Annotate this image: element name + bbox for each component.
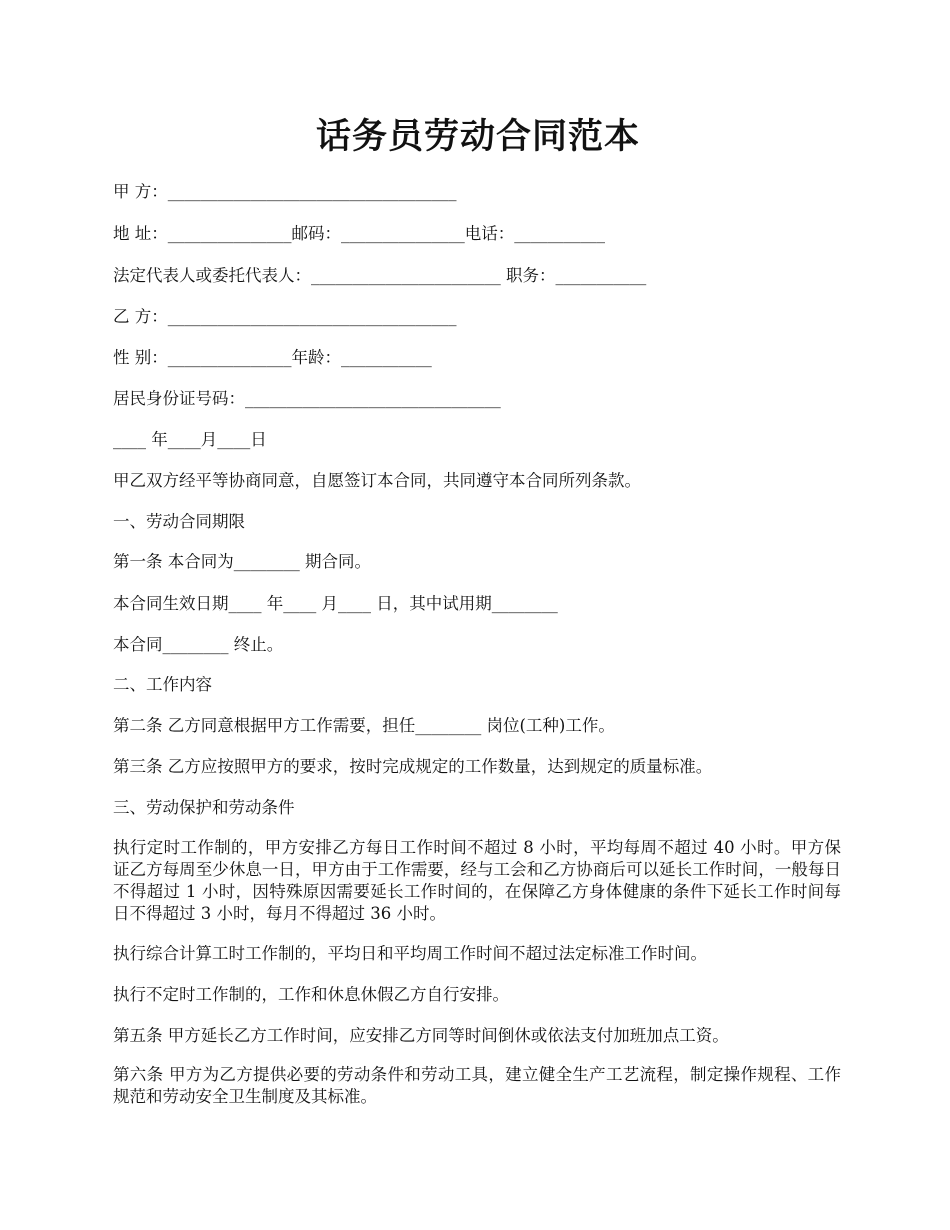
article5-line: 第五条 甲方延长乙方工作时间，应安排乙方同等时间倒休或依法支付加班加点工资。 xyxy=(113,1026,729,1045)
flexible-hours-line: 执行不定时工作制的，工作和休息休假乙方自行安排。 xyxy=(113,985,509,1004)
preamble-line: 甲乙双方经平等协商同意，自愿签订本合同，共同遵守本合同所列条款。 xyxy=(113,471,641,490)
representative-line: 法定代表人或委托代表人：_______________________ 职务：___________ xyxy=(113,266,647,285)
gender-age-line: 性 别：_______________年龄：___________ xyxy=(113,348,432,367)
address-line: 地 址：_______________邮码：_______________电话：___________ xyxy=(113,224,605,243)
party-b-line: 乙 方：___________________________________ xyxy=(113,307,457,326)
section-heading-protection: 三、劳动保护和劳动条件 xyxy=(113,798,295,817)
article3-line: 第三条 乙方应按照甲方的要求，按时完成规定的工作数量，达到规定的质量标准。 xyxy=(113,757,713,776)
effective-date-line: 本合同生效日期____ 年____ 月____ 日，其中试用期________ xyxy=(113,594,558,613)
date-line: ____ 年____月____日 xyxy=(113,430,267,449)
article6-paragraph: 第六条 甲方为乙方提供必要的劳动条件和劳动工具，建立健全生产工艺流程，制定操作规程、工作规范和劳动安全卫生制度及其标准。 xyxy=(113,1065,841,1106)
section-heading-work: 二、工作内容 xyxy=(113,675,212,694)
document-title: 话务员劳动合同范本 xyxy=(315,116,640,157)
article2-line: 第二条 乙方同意根据甲方工作需要，担任________ 岗位(工种)工作。 xyxy=(113,716,615,735)
comprehensive-hours-line: 执行综合计算工时工作制的，平均日和平均周工作时间不超过法定标准工作时间。 xyxy=(113,944,707,963)
section-heading-term: 一、劳动合同期限 xyxy=(113,512,245,531)
termination-line: 本合同________ 终止。 xyxy=(113,635,284,654)
party-a-line: 甲 方：___________________________________ xyxy=(113,182,457,201)
article1-line: 第一条 本合同为________ 期合同。 xyxy=(113,552,371,571)
working-hours-paragraph: 执行定时工作制的，甲方安排乙方每日工作时间不超过 8 小时，平均每周不超过 40 小时。甲方保证乙方每周至少休息一日，甲方由于工作需要，经与工会和乙方协商后可以延长工作时间，一般每日不得超过 1 小时，因特殊原因需要延长工作时间的，在保障乙方身体健康的条件下延长工作时间每日不得超过 3 小时，每月不得超过 36 小时。 xyxy=(113,838,841,923)
id-number-line: 居民身份证号码：_______________________________ xyxy=(113,389,501,408)
